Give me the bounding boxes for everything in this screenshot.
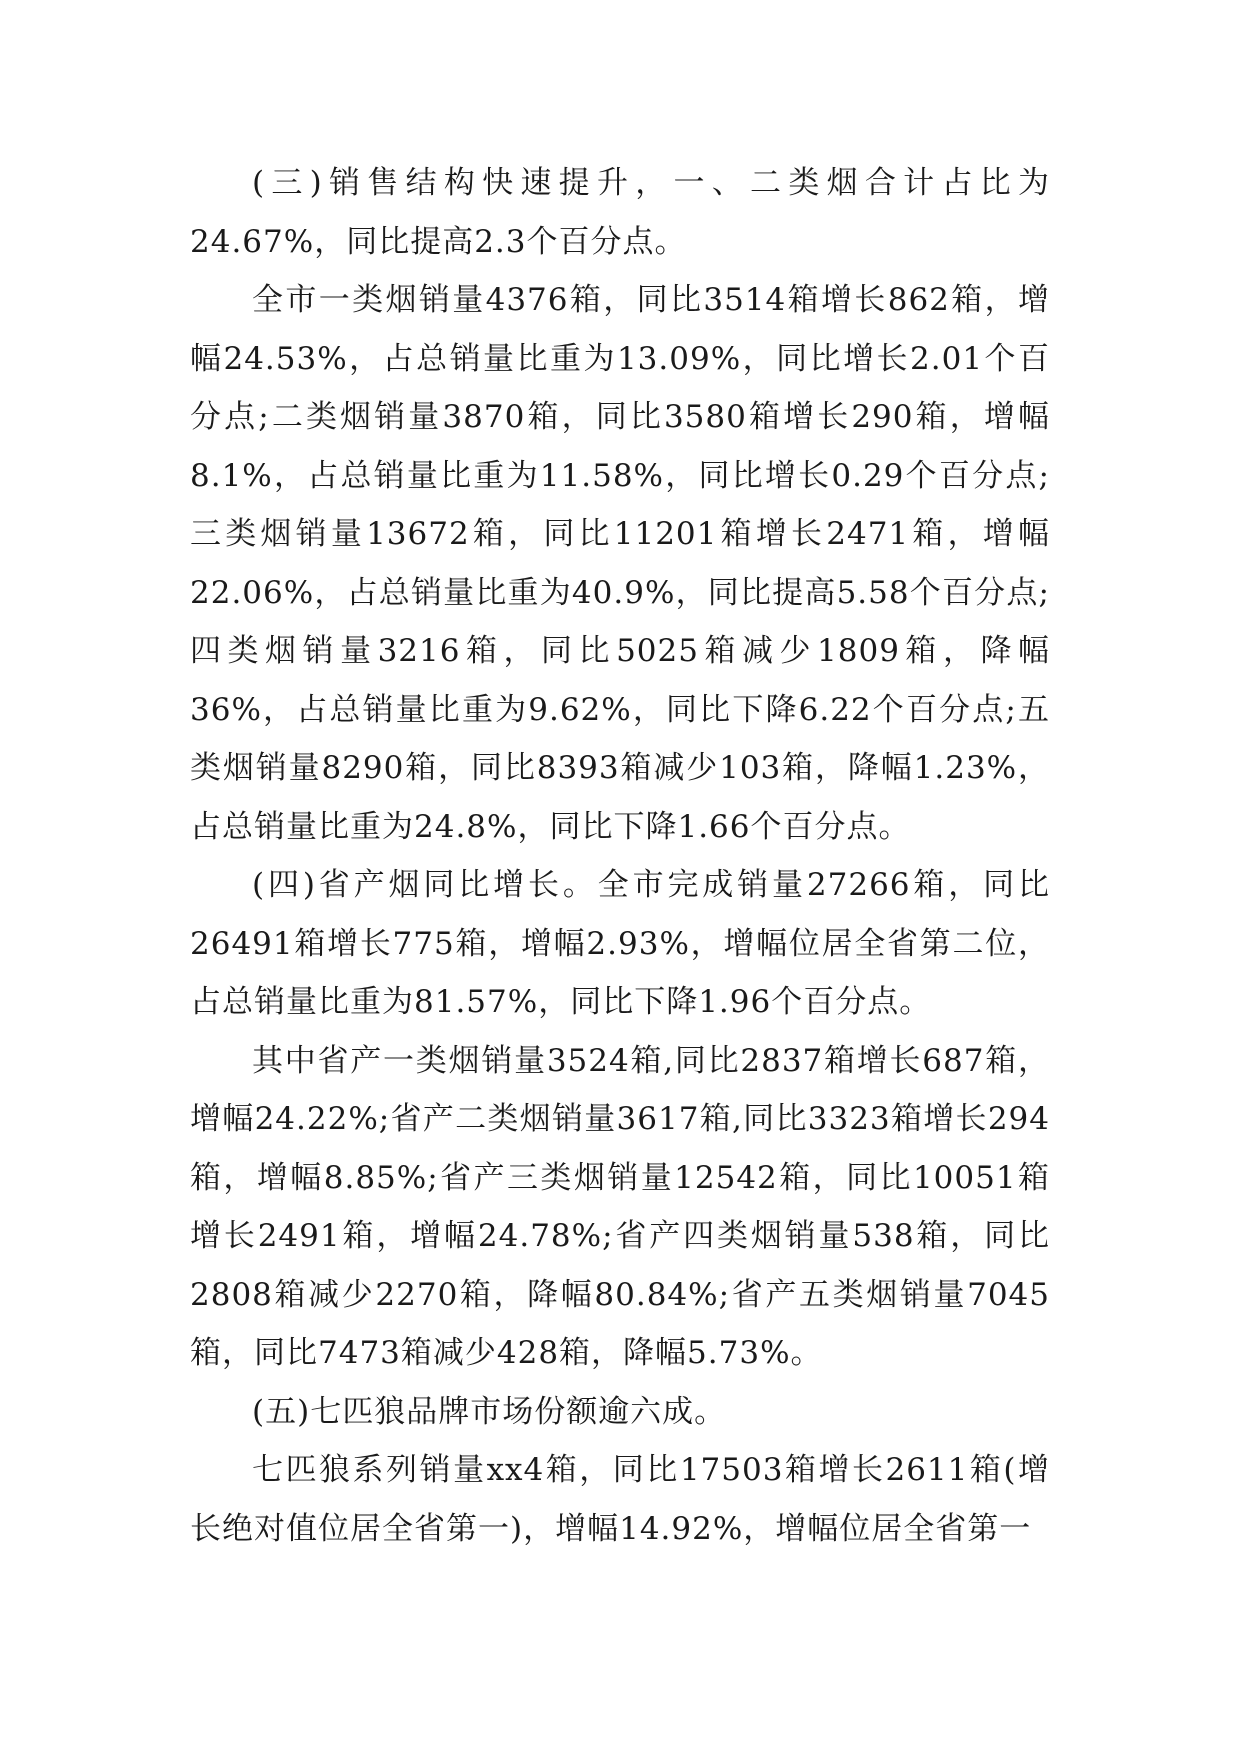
paragraph-category-sales: 全市一类烟销量4376箱，同比3514箱增长862箱，增幅24.53%，占总销量比重为13.09%，同比增长2.01个百分点;二类烟销量3870箱，同比3580箱增长290箱，增幅8.1%，占总销量比重为11.58%，同比增长0.29个百分点;三类烟销量13672箱，同比11201箱增长2471箱，增幅22.06%，占总销量比重为40.9%，同比提高5.58个百分点;四类烟销量3216箱，同比5025箱减少1809箱，降幅36%，占总销量比重为9.62%，同比下降6.22个百分点;五类烟销量8290箱，同比8393箱减少103箱，降幅1.23%，占总销量比重为24.8%，同比下降1.66个百分点。: [190, 282, 1050, 845]
paragraph-septwolves-sales: 七匹狼系列销量xx4箱，同比17503箱增长2611箱(增长绝对值位居全省第一)，增幅14.92%，增幅位居全省第一: [190, 1452, 1050, 1547]
section-heading-sales-structure: (三)销售结构快速提升，一、二类烟合计占比为24.67%，同比提高2.3个百分点。: [190, 165, 1050, 260]
section-heading-septwolves-brand: (五)七匹狼品牌市场份额逾六成。: [252, 1393, 727, 1430]
section-heading-provincial-cigarettes: (四)省产烟同比增长。全市完成销量27266箱，同比26491箱增长775箱，增幅2.93%，增幅位居全省第二位，占总销量比重为81.57%，同比下降1.96个百分点。: [190, 867, 1050, 1020]
document-body: [190, 154, 1050, 1558]
paragraph-provincial-category-sales: 其中省产一类烟销量3524箱,同比2837箱增长687箱，增幅24.22%;省产二类烟销量3617箱,同比3323箱增长294箱，增幅8.85%;省产三类烟销量12542箱，同比10051箱增长2491箱，增幅24.78%;省产四类烟销量538箱，同比2808箱减少2270箱，降幅80.84%;省产五类烟销量7045箱，同比7473箱减少428箱，降幅5.73%。: [190, 1042, 1050, 1371]
